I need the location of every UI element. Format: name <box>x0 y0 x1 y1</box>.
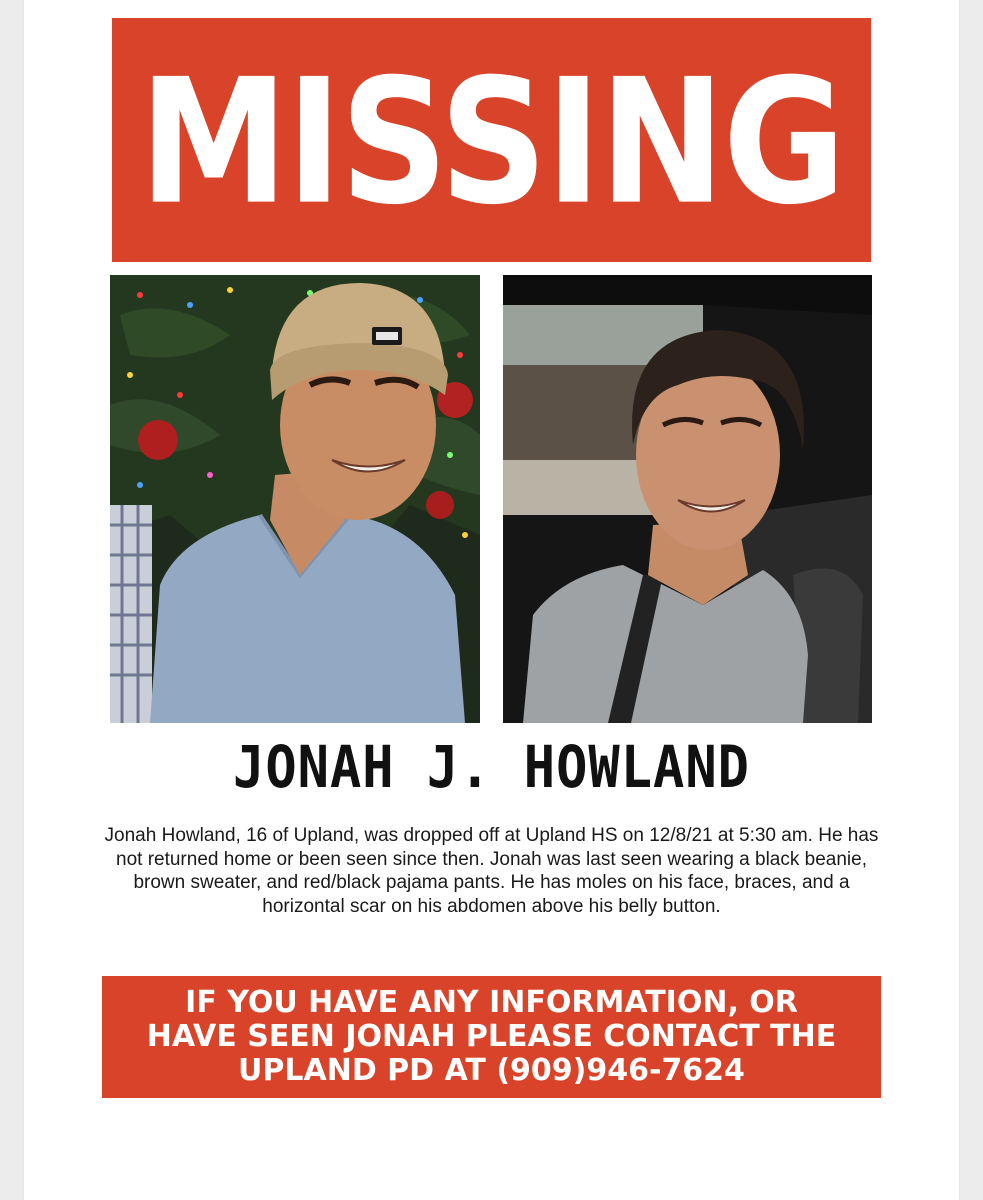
contact-line-3: UPLAND PD AT (909)946-7624 <box>238 1053 745 1088</box>
missing-person-name: JONAH J. HOWLAND <box>233 734 750 802</box>
contact-text <box>122 986 862 1088</box>
photo-in-car <box>503 275 872 723</box>
missing-headline: MISSING <box>139 42 844 244</box>
photo-christmas-tree <box>110 275 480 723</box>
contact-line-1: IF YOU HAVE ANY INFORMATION, OR <box>185 985 798 1020</box>
contact-banner <box>102 976 881 1098</box>
missing-banner <box>112 18 871 262</box>
contact-line-2: HAVE SEEN JONAH PLEASE CONTACT THE <box>146 1019 837 1054</box>
person-description: Jonah Howland, 16 of Upland, was dropped off at Upland HS on 12/8/21 at 5:30 am. He has not returned home or been seen since then. Jonah was last seen wearing a black beanie, brown sweater, and red/black pajama pants. He has moles on his face, braces, and a horizontal scar on his abdomen above his belly button. <box>104 825 879 917</box>
